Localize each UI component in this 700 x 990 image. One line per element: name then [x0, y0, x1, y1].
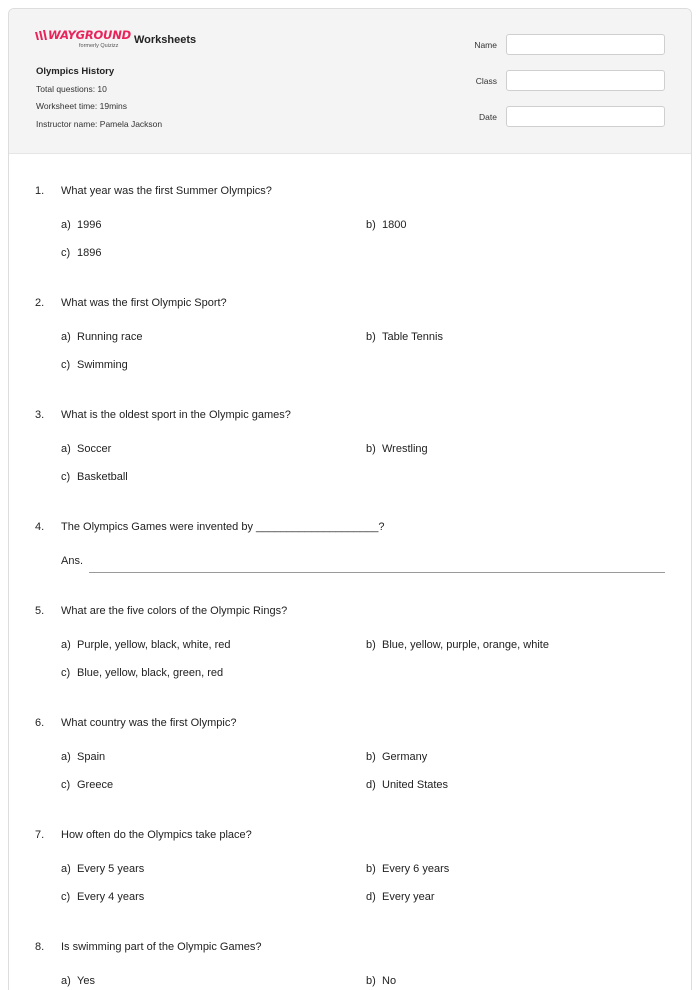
option-text: Spain	[77, 751, 106, 763]
date-field[interactable]	[506, 106, 665, 127]
question-text: What country was the first Olympic?	[61, 717, 237, 729]
option-letter: a)	[61, 639, 71, 651]
option	[61, 247, 101, 259]
option	[366, 331, 443, 343]
option-text: Purple, yellow, black, white, red	[77, 639, 231, 651]
option-letter: d)	[366, 891, 376, 903]
question-number: 6.	[35, 717, 45, 729]
wayground-logo	[34, 29, 129, 55]
option-letter: c)	[61, 471, 71, 483]
option	[61, 751, 105, 763]
option-text: Blue, yellow, black, green, red	[77, 667, 224, 679]
question-number: 5.	[35, 605, 45, 617]
worksheet-title: Olympics History	[36, 66, 115, 77]
option-text: Table Tennis	[382, 331, 443, 343]
option-text: Swimming	[77, 359, 128, 371]
total-questions: Total questions: 10	[36, 84, 107, 94]
option	[61, 471, 128, 483]
option	[366, 779, 448, 791]
option	[61, 863, 144, 875]
option-letter: c)	[61, 667, 71, 679]
option	[61, 975, 95, 987]
option-letter: b)	[366, 751, 376, 763]
option-text: 1996	[77, 219, 102, 231]
option-letter: a)	[61, 219, 71, 231]
answer-line[interactable]	[89, 572, 665, 573]
logo-text: WAYGROUND	[48, 28, 131, 42]
option-text: Basketball	[77, 471, 128, 483]
worksheet-time: Worksheet time: 19mins	[36, 101, 128, 111]
option	[366, 891, 435, 903]
answer-label: Ans.	[61, 555, 84, 567]
question-text: What year was the first Summer Olympics?	[61, 185, 272, 197]
option	[366, 219, 406, 231]
question-text: How often do the Olympics take place?	[61, 829, 252, 841]
question-number: 4.	[35, 521, 45, 533]
option-text: Wrestling	[382, 443, 428, 455]
name-field[interactable]	[506, 34, 665, 55]
option-text: Greece	[77, 779, 114, 791]
option-letter: a)	[61, 863, 71, 875]
option-letter: b)	[366, 975, 376, 987]
question-text: The Olympics Games were invented by ____________________?	[61, 521, 385, 533]
option-letter: b)	[366, 219, 376, 231]
question-number: 7.	[35, 829, 45, 841]
option	[61, 443, 111, 455]
option	[61, 891, 144, 903]
date-label: Date	[479, 112, 497, 122]
option	[61, 359, 128, 371]
worksheet-header	[9, 9, 691, 154]
question-text: What was the first Olympic Sport?	[61, 297, 227, 309]
option-text: No	[382, 975, 397, 987]
logo-mark-icon	[34, 29, 48, 41]
option	[61, 639, 230, 651]
option-text: Germany	[382, 751, 428, 763]
question-number: 8.	[35, 941, 45, 953]
option-letter: a)	[61, 975, 71, 987]
question-text: Is swimming part of the Olympic Games?	[61, 941, 262, 953]
option-text: 1800	[382, 219, 407, 231]
option-letter: a)	[61, 751, 71, 763]
question-text: What is the oldest sport in the Olympic games?	[61, 409, 291, 421]
question-number: 1.	[35, 185, 45, 197]
option-text: Yes	[77, 975, 95, 987]
option-letter: b)	[366, 443, 376, 455]
option-text: Running race	[77, 331, 143, 343]
option	[61, 779, 113, 791]
option-text: Blue, yellow, purple, orange, white	[382, 639, 549, 651]
worksheet-page	[8, 8, 692, 990]
option	[61, 331, 142, 343]
question-text: What are the five colors of the Olympic Rings?	[61, 605, 288, 617]
instructor-name: Instructor name: Pamela Jackson	[36, 119, 163, 129]
option	[366, 863, 449, 875]
option-letter: d)	[366, 779, 376, 791]
option-letter: c)	[61, 247, 71, 259]
option	[366, 975, 396, 987]
option-text: 1896	[77, 247, 102, 259]
question-number: 2.	[35, 297, 45, 309]
class-label: Class	[475, 76, 497, 86]
question-number: 3.	[35, 409, 45, 421]
option-text: Soccer	[77, 443, 112, 455]
name-label: Name	[474, 40, 497, 50]
option	[61, 667, 223, 679]
option-letter: c)	[61, 891, 71, 903]
option-letter: b)	[366, 331, 376, 343]
option-letter: a)	[61, 331, 71, 343]
option-letter: b)	[366, 863, 376, 875]
class-field[interactable]	[506, 70, 665, 91]
brand-title: Worksheets	[134, 34, 197, 46]
option-text: Every 4 years	[77, 891, 145, 903]
option	[366, 751, 427, 763]
option	[366, 639, 549, 651]
option-letter: a)	[61, 443, 71, 455]
option-letter: c)	[61, 359, 71, 371]
option	[366, 443, 428, 455]
option-letter: b)	[366, 639, 376, 651]
option-text: Every 5 years	[77, 863, 145, 875]
option-text: United States	[382, 779, 449, 791]
option-letter: c)	[61, 779, 71, 791]
option	[61, 219, 101, 231]
logo-subtext: formerly Quizizz	[79, 43, 119, 49]
option-text: Every 6 years	[382, 863, 450, 875]
option-text: Every year	[382, 891, 435, 903]
